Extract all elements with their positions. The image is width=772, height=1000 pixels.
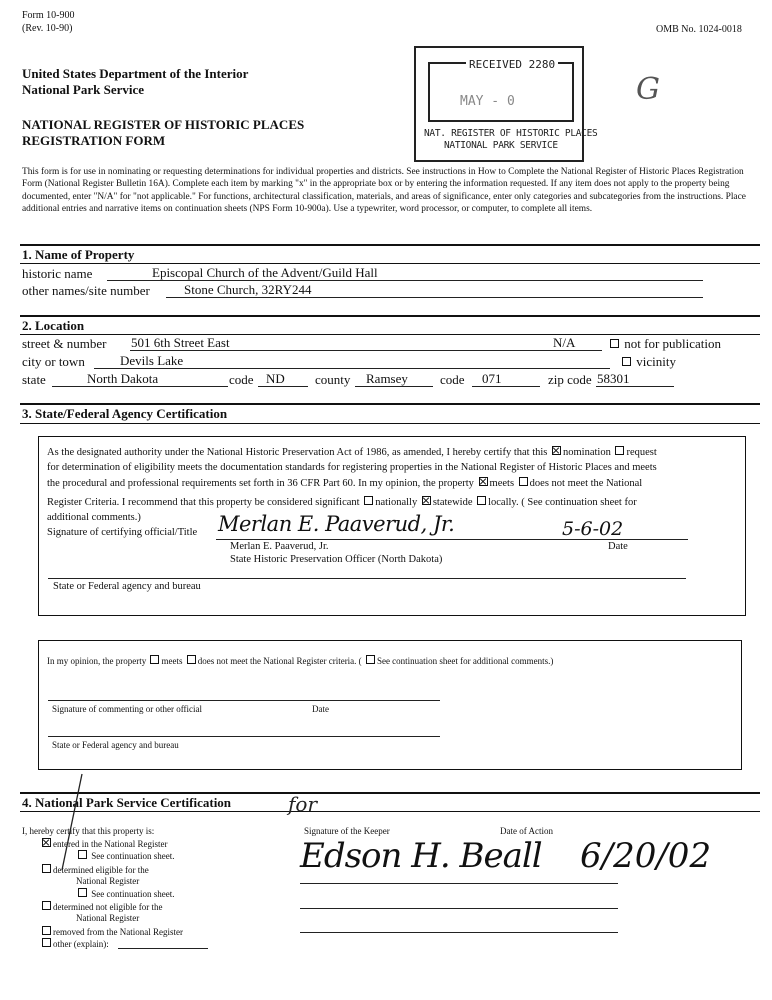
opinion-continuation-checkbox[interactable] [366, 655, 375, 664]
not-eligible-line2: National Register [76, 913, 140, 923]
divider [20, 811, 760, 812]
form-number: Form 10-900 [22, 10, 75, 21]
does-not-meet-checkbox[interactable] [519, 477, 528, 486]
opinion-does-not-meet-checkbox[interactable] [187, 655, 196, 664]
other-label: other (explain): [53, 939, 109, 949]
determined-eligible-label: determined eligible for the [53, 865, 149, 875]
not-for-publication-option[interactable] [608, 336, 721, 351]
underline [52, 386, 228, 387]
city-field[interactable]: Devils Lake [120, 353, 184, 368]
opinion-meets-label: meets [161, 656, 183, 666]
na-value: N/A [553, 335, 576, 350]
action-date-handwritten[interactable]: 6/20/02 [580, 836, 712, 876]
form-title-line1: NATIONAL REGISTER OF HISTORIC PLACES [22, 117, 305, 132]
other-names-label: other names/site number [22, 283, 150, 298]
county-code-field[interactable]: 071 [482, 371, 502, 386]
stamp-line2: NATIONAL PARK SERVICE [444, 140, 558, 151]
state-field[interactable]: North Dakota [87, 371, 159, 386]
opinion-does-not-meet-label: does not meet the National Register criteria. ( [197, 656, 362, 666]
keeper-signature-label: Signature of the Keeper [304, 826, 390, 836]
certifying-agency-label: State or Federal agency and bureau [53, 581, 201, 592]
form-title-line2: REGISTRATION FORM [22, 133, 166, 148]
county-label: county [315, 372, 351, 387]
underline [596, 386, 674, 387]
corner-handwritten-mark: G [636, 72, 660, 107]
removed-checkbox[interactable] [42, 926, 51, 935]
agency-line2: National Park Service [22, 82, 145, 97]
underline [48, 736, 440, 737]
stamp-line1: NAT. REGISTER OF HISTORIC PLACES [424, 128, 598, 139]
determined-eligible-line2: National Register [76, 876, 140, 886]
continuation-label: See continuation sheet. [91, 889, 175, 899]
nationally-label: nationally [375, 497, 418, 508]
meets-label: meets [489, 478, 515, 489]
not-eligible-label: determined not eligible for the [53, 902, 163, 912]
cert-line4 [47, 496, 637, 509]
divider [20, 423, 760, 424]
pen-stroke-line [62, 774, 82, 870]
nationally-checkbox[interactable] [364, 496, 373, 505]
vicinity-checkbox[interactable] [622, 357, 631, 366]
commenting-signature-label: Signature of commenting or other official [52, 704, 203, 714]
cert-line5: additional comments.) [47, 512, 141, 523]
underline [300, 932, 618, 933]
cert-line1 [47, 446, 657, 459]
opinion-continuation-label: See continuation sheet for additional comments.) [376, 656, 554, 666]
underline [118, 948, 208, 949]
certifying-signature[interactable]: Merlan E. Paaverud, Jr. [218, 512, 455, 536]
underline [355, 386, 433, 387]
street-field[interactable]: 501 6th Street East [131, 335, 230, 350]
form-revision: (Rev. 10-90) [22, 23, 73, 34]
statewide-checkbox[interactable] [422, 496, 431, 505]
status-other[interactable] [40, 938, 109, 950]
not-for-publication-label: not for publication [624, 336, 722, 351]
cert-line1-text: As the designated authority under the National Historic Preservation Act of 1986, as amended, I hereby certify that this [47, 447, 548, 458]
signer-name: Merlan E. Paaverud, Jr. [230, 541, 329, 552]
continuation-note: ( See continuation sheet for [521, 497, 637, 508]
entered-label: entered in the National Register [53, 839, 168, 849]
divider [20, 403, 760, 405]
other-checkbox[interactable] [42, 938, 51, 947]
stamp-date: MAY - 0 [460, 94, 515, 109]
nomination-label: nomination [563, 447, 611, 458]
nps-intro: I, hereby certify that this property is: [22, 826, 155, 836]
divider [20, 792, 760, 794]
street-label: street & number [22, 336, 107, 351]
keeper-signature[interactable]: Edson H. Beall [300, 836, 542, 876]
underline [48, 578, 686, 579]
other-names-field[interactable]: Stone Church, 32RY244 [184, 282, 312, 297]
continuation-checkbox[interactable] [78, 888, 87, 897]
omb-number: OMB No. 1024-0018 [656, 24, 742, 35]
statewide-label: statewide [432, 497, 473, 508]
commenting-date-label: Date [312, 704, 329, 714]
nomination-checkbox[interactable] [552, 446, 561, 455]
historic-name-field[interactable]: Episcopal Church of the Advent/Guild Hall [152, 265, 378, 280]
not-eligible-checkbox[interactable] [42, 901, 51, 910]
underline [258, 386, 308, 387]
meets-checkbox[interactable] [479, 477, 488, 486]
locally-checkbox[interactable] [477, 496, 486, 505]
request-checkbox[interactable] [615, 446, 624, 455]
cert-line3 [47, 477, 642, 490]
vicinity-option[interactable] [620, 354, 676, 369]
divider [20, 315, 760, 317]
opinion-agency-label: State or Federal agency and bureau [52, 740, 179, 750]
removed-label: removed from the National Register [53, 927, 183, 937]
underline [94, 368, 610, 369]
section2-heading: 2. Location [22, 318, 85, 333]
cert-line2: for determination of eligibility meets the documentation standards for registering properties in the National Register of Historic Places and meets [47, 462, 657, 473]
divider [20, 263, 760, 264]
zip-field[interactable]: 58301 [597, 371, 630, 386]
certifying-date-handwritten[interactable]: 5-6-02 [562, 518, 624, 540]
section1-heading: 1. Name of Property [22, 247, 135, 262]
county-field[interactable]: Ramsey [366, 371, 408, 386]
signer-title: State Historic Preservation Officer (North Dakota) [230, 554, 443, 565]
underline [472, 386, 540, 387]
underline [107, 280, 703, 281]
state-label: state [22, 372, 46, 387]
code-label: code [229, 372, 254, 387]
section4-heading: 4. National Park Service Certification [22, 795, 232, 810]
received-stamp [414, 46, 598, 162]
county-code-label: code [440, 372, 465, 387]
continuation-label: See continuation sheet. [91, 851, 175, 861]
divider [20, 244, 760, 246]
section3-heading: 3. State/Federal Agency Certification [22, 406, 228, 421]
certifying-date-label: Date [608, 541, 628, 552]
status-removed[interactable] [40, 926, 183, 938]
vicinity-label: vicinity [636, 354, 676, 369]
certifying-signature-label: Signature of certifying official/Title [47, 527, 198, 538]
historic-name-label: historic name [22, 266, 93, 281]
opinion-text: In my opinion, the property [47, 656, 147, 666]
opinion-line [47, 655, 553, 667]
date-of-action-label: Date of Action [500, 826, 553, 836]
underline [166, 297, 703, 298]
status-not-eligible[interactable] [40, 901, 162, 913]
underline [300, 883, 618, 884]
request-label: request [626, 447, 657, 458]
city-label: city or town [22, 354, 85, 369]
locally-label: locally. [488, 497, 519, 508]
cert-line4-text: Register Criteria. I recommend that this property be considered significant [47, 497, 360, 508]
cert-line3-text: the procedural and professional requirements set forth in 36 CFR Part 60. In my opinion, the property [47, 478, 474, 489]
does-not-meet-label: does not meet the National [529, 478, 643, 489]
underline [130, 350, 602, 351]
pen-stroke [22, 770, 102, 880]
not-for-publication-checkbox[interactable] [610, 339, 619, 348]
opinion-meets-checkbox[interactable] [150, 655, 159, 664]
keeper-for-mark: for [288, 792, 318, 816]
state-code-field[interactable]: ND [266, 371, 285, 386]
zip-label: zip code [548, 372, 592, 387]
underline [300, 908, 618, 909]
agency-line1: United States Department of the Interior [22, 66, 249, 81]
underline [48, 700, 440, 701]
eligible-continuation[interactable] [76, 888, 174, 900]
instructions-text: This form is for use in nominating or requesting determinations for individual properties and districts. See instructions in How to Complete the National Register of Historic Places Registration Form (National Register Bulletin 16A). Complete each item by marking "x" in the appropriate box or by entering the information requested. If any item does not apply to the property being documented, enter "N/A" for "not applicable." For functions, architectural classification, materials, and areas of significance, enter only categories and subcategories from the instructions. Place additional entries and narrative items on continuation sheets (NPS Form 10-900a). Use a typewriter, word processor, or computer, to complete all items. [22, 167, 746, 215]
stamp-received: RECEIVED 2280 [466, 58, 558, 71]
